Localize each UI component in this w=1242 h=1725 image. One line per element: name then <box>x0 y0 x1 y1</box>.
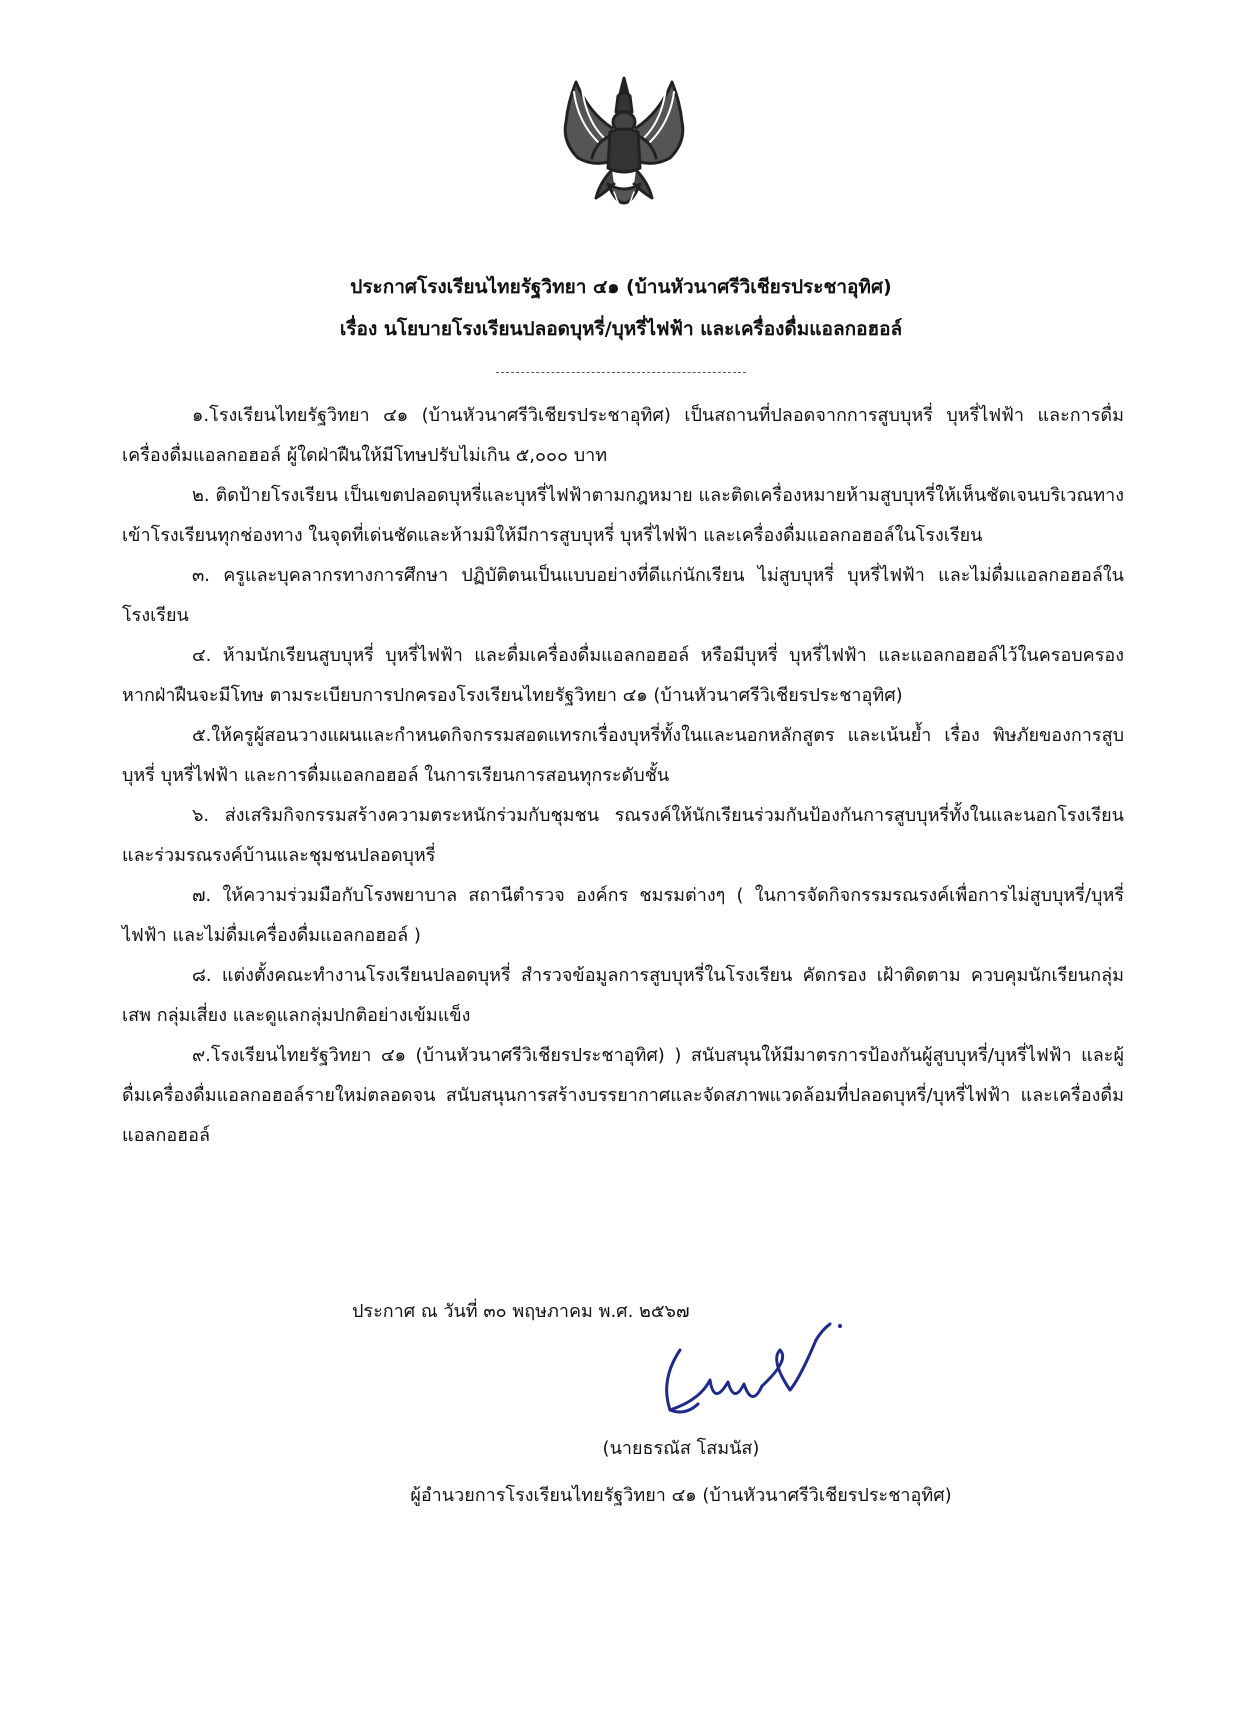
policy-list <box>122 396 1124 1156</box>
signer-name: (นายธรณัส โสมนัส) <box>602 1438 760 1459</box>
policy-item: ๙.โรงเรียนไทยรัฐวิทยา ๔๑ (บ้านหัวนาศรีวิเชียรประชาอุทิศ) ) สนับสนุนให้มีมาตรการป้องกันผู้สูบบุหรี่/บุหรี่ไฟฟ้า และผู้ดื่มเครื่องดื่มแอลกอฮอล์รายใหม่ตลอดจน สนับสนุนการสร้างบรรยากาศและจัดสภาพแวดล้อมที่ปลอดบุหรี่/บุหรี่ไฟฟ้า และเครื่องดื่มแอลกอฮอล์ <box>122 1045 1124 1146</box>
policy-item: ๖. ส่งเสริมกิจกรรมสร้างความตระหนักร่วมกับชุมชน รณรงค์ให้นักเรียนร่วมกันป้องกันการสูบบุหรี่ทั้งในและนอกโรงเรียน และร่วมรณรงค์บ้านและชุมชนปลอดบุหรี่ <box>122 805 1124 866</box>
policy-item: ๑.โรงเรียนไทยรัฐวิทยา ๔๑ (บ้านหัวนาศรีวิเชียรประชาอุทิศ) เป็นสถานที่ปลอดจากการสูบบุหรี่ บุหรี่ไฟฟ้า และการดื่มเครื่องดื่มแอลกอฮอล์ ผู้ใดฝ่าฝืนให้มีโทษปรับไม่เกิน ๕,๐๐๐ บาท <box>122 405 1124 466</box>
announcement-date: ประกาศ ณ วันที่ ๓๐ พฤษภาคม พ.ศ. ๒๕๖๗ <box>352 1301 690 1322</box>
handwritten-signature <box>640 1320 860 1430</box>
policy-item: ๗. ให้ความร่วมมือกับโรงพยาบาล สถานีตำรวจ องค์กร ชมรมต่างๆ ( ในการจัดกิจกรรมรณรงค์เพื่อการไม่สูบบุหรี่/บุหรี่ไฟฟ้า และไม่ดื่มเครื่องดื่มแอลกอฮอล์ ) <box>122 885 1124 946</box>
title-divider <box>496 372 746 373</box>
announcement-subject: เรื่อง นโยบายโรงเรียนปลอดบุหรี่/บุหรี่ไฟฟ้า และเครื่องดื่มแอลกอฮอล์ <box>339 318 903 340</box>
policy-item: ๓. ครูและบุคลากรทางการศึกษา ปฏิบัติตนเป็นแบบอย่างที่ดีแก่นักเรียน ไม่สูบบุหรี่ บุหรี่ไฟฟ้า และไม่ดื่มแอลกอฮอล์ในโรงเรียน <box>122 565 1124 626</box>
policy-item: ๕.ให้ครูผู้สอนวางแผนและกำหนดกิจกรรมสอดแทรกเรื่องบุหรี่ทั้งในและนอกหลักสูตร และเน้นย้ำ เรื่อง พิษภัยของการสูบบุหรี่ บุหรี่ไฟฟ้า และการดื่มแอลกอฮอล์ ในการเรียนการสอนทุกระดับชั้น <box>122 725 1124 786</box>
policy-item: ๒. ติดป้ายโรงเรียน เป็นเขตปลอดบุหรี่และบุหรี่ไฟฟ้าตามกฎหมาย และติดเครื่องหมายห้ามสูบบุหรี่ให้เห็นชัดเจนบริเวณทางเข้าโรงเรียนทุกช่องทาง ในจุดที่เด่นชัดและห้ามมิให้มีการสูบบุหรี่ บุหรี่ไฟฟ้า และเครื่องดื่มแอลกอฮอล์ในโรงเรียน <box>122 485 1124 546</box>
policy-item: ๔. ห้ามนักเรียนสูบบุหรี่ บุหรี่ไฟฟ้า และดื่มเครื่องดื่มแอลกอฮอล์ หรือมีบุหรี่ บุหรี่ไฟฟ้า และแอลกอฮอล์ไว้ในครอบครอง หากฝ่าฝืนจะมีโทษ ตามระเบียบการปกครองโรงเรียนไทยรัฐวิทยา ๔๑ (บ้านหัวนาศรีวิเชียรประชาอุทิศ) <box>122 645 1124 706</box>
signer-position: ผู้อำนวยการโรงเรียนไทยรัฐวิทยา ๔๑ (บ้านหัวนาศรีวิเชียรประชาอุทิศ) <box>410 1485 952 1506</box>
policy-item: ๘. แต่งตั้งคณะทำงานโรงเรียนปลอดบุหรี่ สำรวจข้อมูลการสูบบุหรี่ในโรงเรียน คัดกรอง เฝ้าติดตาม ควบคุมนักเรียนกลุ่มเสพ กลุ่มเสี่ยง และดูแลกลุ่มปกติอย่างเข้มแข็ง <box>122 965 1124 1026</box>
announcement-title: ประกาศโรงเรียนไทยรัฐวิทยา ๔๑ (บ้านหัวนาศรีวิเชียรประชาอุทิศ) <box>350 276 892 298</box>
garuda-emblem-icon <box>548 72 700 222</box>
